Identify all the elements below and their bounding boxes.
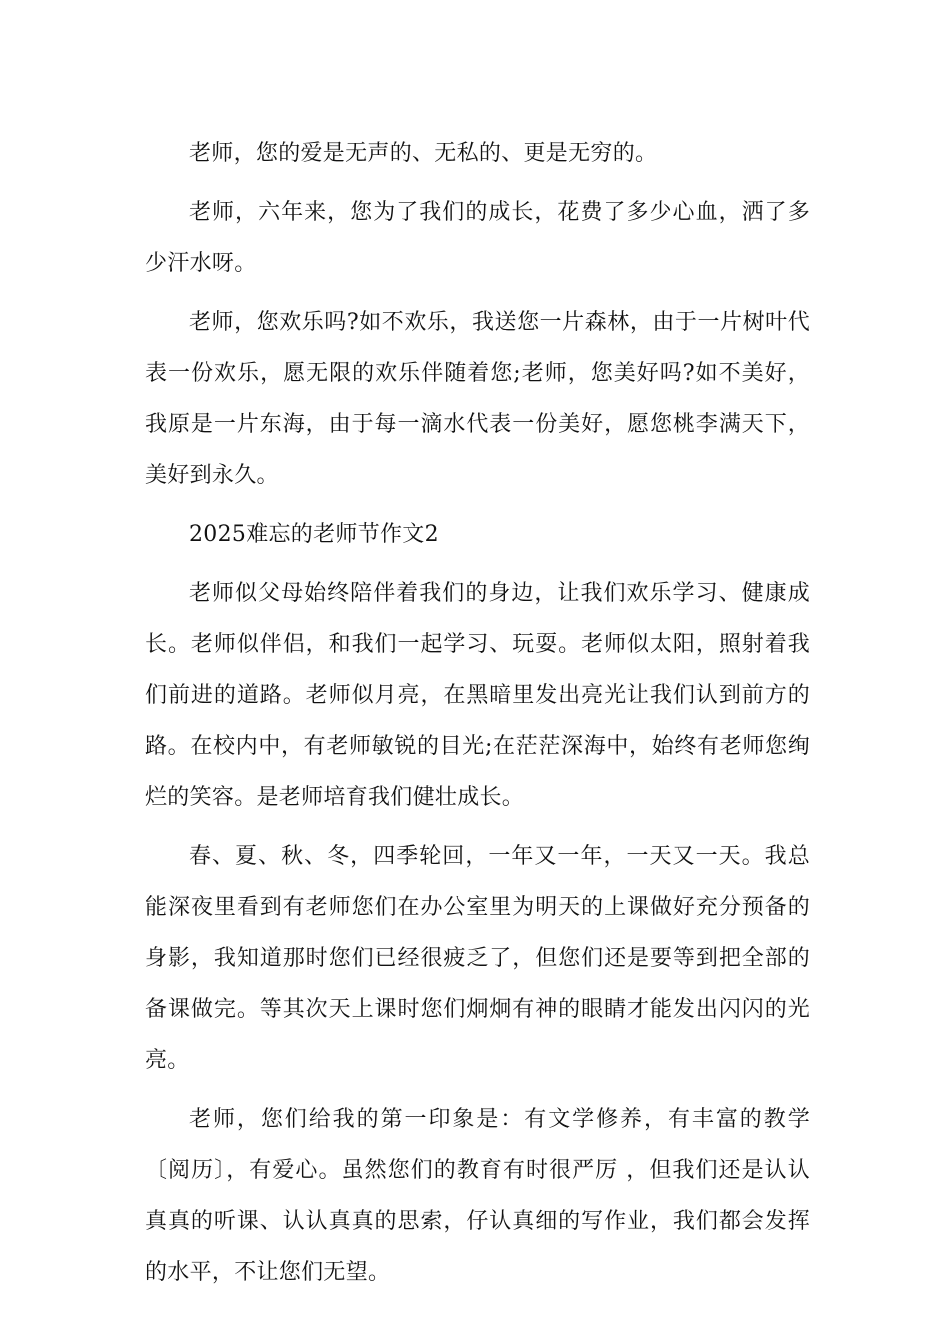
paragraph-3: 老师，您欢乐吗?如不欢乐，我送您一片森林，由于一片树叶代表一份欢乐，愿无限的欢乐伴随着您;老师，您美好吗?如不美好，我原是一片东海，由于每一滴水代表一份美好，愿您桃李满天下，美好到永久。 bbox=[145, 310, 810, 488]
paragraph-gap bbox=[145, 560, 810, 568]
document-body bbox=[145, 128, 810, 1298]
section-paragraph-3: 老师，您们给我的第一印象是：有文学修养，有丰富的教学〔阅历〕，有爱心。虽然您们的教育有时很严厉 ，但我们还是认认真真的听课、认认真真的思索，仔认真细的写作业，我们都会发挥的水平，不让您们无望。 bbox=[145, 1107, 810, 1285]
paragraph-gap bbox=[145, 179, 810, 187]
paragraph-gap bbox=[145, 1086, 810, 1094]
paragraph-2: 老师，六年来，您为了我们的成长，花费了多少心血，洒了多少汗水呀。 bbox=[145, 200, 810, 276]
paragraph-gap bbox=[145, 823, 810, 831]
section-paragraph-2: 春、夏、秋、冬，四季轮回，一年又一年，一天又一天。我总能深夜里看到有老师您们在办公室里为明天的上课做好充分预备的身影，我知道那时您们已经很疲乏了，但您们还是要等到把全部的备课做完。等其次天上课时您们炯炯有神的眼睛才能发出闪闪的光亮。 bbox=[145, 844, 810, 1073]
paragraph-1: 老师，您的爱是无声的、无私的、更是无穷的。 bbox=[189, 141, 658, 166]
paragraph-gap bbox=[145, 501, 810, 509]
section-title: 2025难忘的老师节作文2 bbox=[189, 522, 439, 547]
paragraph-gap bbox=[145, 289, 810, 297]
section-paragraph-1: 老师似父母始终陪伴着我们的身边，让我们欢乐学习、健康成长。老师似伴侣，和我们一起学习、玩耍。老师似太阳，照射着我们前进的道路。老师似月亮，在黑暗里发出亮光让我们认到前方的路。在校内中，有老师敏锐的目光;在茫茫深海中，始终有老师您绚烂的笑容。是老师培育我们健壮成长。 bbox=[145, 581, 810, 810]
